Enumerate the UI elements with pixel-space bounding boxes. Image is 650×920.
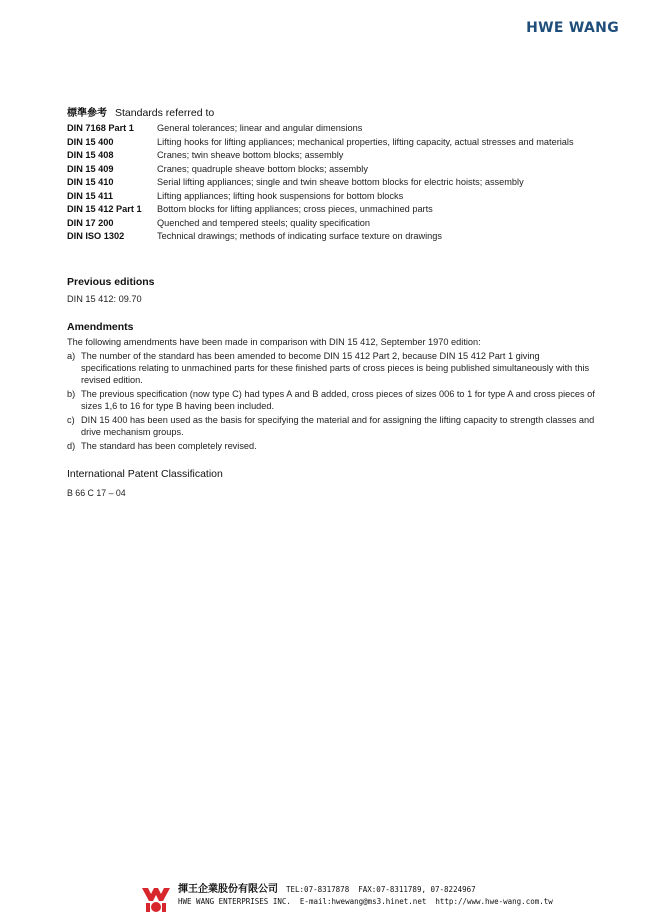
ipc-title: International Patent Classification — [67, 468, 223, 480]
footer-email[interactable]: E-mail:hwewang@ms3.hinet.net — [299, 897, 427, 906]
standard-description: Cranes; quadruple sheave bottom blocks; assembly — [157, 163, 368, 174]
amendment-item — [67, 388, 597, 412]
company-name-cn: 揮王企業股份有限公司 — [178, 884, 278, 895]
amendment-text: The standard has been completely revised. — [81, 441, 257, 451]
standard-code: DIN 15 412 Part 1 — [67, 204, 142, 214]
standard-description: Serial lifting appliances; single and twin sheave bottom blocks for electric hoists; assembly — [157, 177, 524, 187]
footer-tel: TEL:07-8317878 — [286, 885, 350, 894]
standard-row — [67, 136, 607, 150]
amendment-item — [67, 440, 597, 452]
amendments-title: Amendments — [67, 321, 134, 333]
standard-description: Bottom blocks for lifting appliances; cross pieces, unmachined parts — [157, 204, 433, 214]
standard-description: Quenched and tempered steels; quality specification — [157, 217, 370, 228]
standard-description: Technical drawings; methods of indicating surface texture on drawings — [157, 231, 442, 241]
standard-row — [67, 190, 607, 204]
company-logo-icon — [140, 884, 172, 914]
company-name-en: HWE WANG ENTERPRISES INC. — [178, 897, 291, 906]
standard-row — [67, 217, 607, 231]
amendment-letter: b) — [67, 389, 76, 399]
footer-fax: FAX:07-8311789, 07-8224967 — [358, 885, 476, 894]
standard-code: DIN 15 409 — [67, 163, 114, 174]
standards-title-text: Standards referred to — [115, 107, 215, 119]
footer-website[interactable]: http://www.hwe-wang.com.tw — [435, 897, 553, 906]
standard-row — [67, 176, 607, 190]
amendment-text: DIN 15 400 has been used as the basis for specifying the material and for assigning the lifting capacity to strength classes and drive mechanism groups. — [81, 415, 595, 437]
amendment-letter: a) — [67, 351, 76, 361]
amendment-text: The number of the standard has been amended to become DIN 15 412 Part 2, because DIN 15 412 Part 1 giving specifications relating to unmachined parts for these finished parts of cross pieces is being published simultaneously with this revised edition. — [81, 351, 590, 385]
standards-table — [67, 122, 607, 244]
standard-description: General tolerances; linear and angular dimensions — [157, 123, 363, 133]
brand-header: HWE WANG — [526, 20, 619, 36]
amendment-item — [67, 350, 597, 386]
standard-code: DIN 15 408 — [67, 150, 114, 160]
standard-code: DIN 15 411 — [67, 190, 113, 201]
footer — [140, 884, 553, 914]
standard-row — [67, 149, 607, 163]
standard-row — [67, 122, 607, 136]
amendment-letter: d) — [67, 441, 76, 451]
standard-description: Cranes; twin sheave bottom blocks; assembly — [157, 150, 344, 160]
standard-row — [67, 203, 607, 217]
standard-row — [67, 163, 607, 177]
standard-code: DIN 15 410 — [67, 177, 114, 187]
standard-code: DIN 7168 Part 1 — [67, 123, 134, 133]
standard-code: DIN 15 400 — [67, 136, 114, 147]
standard-code: DIN 17 200 — [67, 217, 114, 228]
amendment-text: The previous specification (now type C) had types A and B added, cross pieces of sizes 006 to 1 for type A and cross pieces of sizes 1,6 to 16 for type B having been included. — [81, 389, 595, 411]
standard-description: Lifting appliances; lifting hook suspensions for bottom blocks — [157, 190, 404, 201]
amendments-intro: The following amendments have been made in comparison with DIN 15 412, September 1970 edition: — [67, 337, 481, 347]
amendments-list — [67, 350, 597, 454]
standards-title-cjk: 標準參考 — [67, 108, 107, 119]
previous-editions-title: Previous editions — [67, 276, 155, 288]
standards-title — [67, 104, 214, 119]
amendment-letter: c) — [67, 415, 75, 425]
previous-editions-text: DIN 15 412: 09.70 — [67, 294, 142, 304]
standard-code: DIN ISO 1302 — [67, 231, 125, 241]
amendment-item — [67, 414, 597, 438]
standard-row — [67, 230, 607, 244]
ipc-code: B 66 C 17 – 04 — [67, 488, 126, 498]
standard-description: Lifting hooks for lifting appliances; mechanical properties, lifting capacity, actual stresses and materials — [157, 136, 574, 147]
